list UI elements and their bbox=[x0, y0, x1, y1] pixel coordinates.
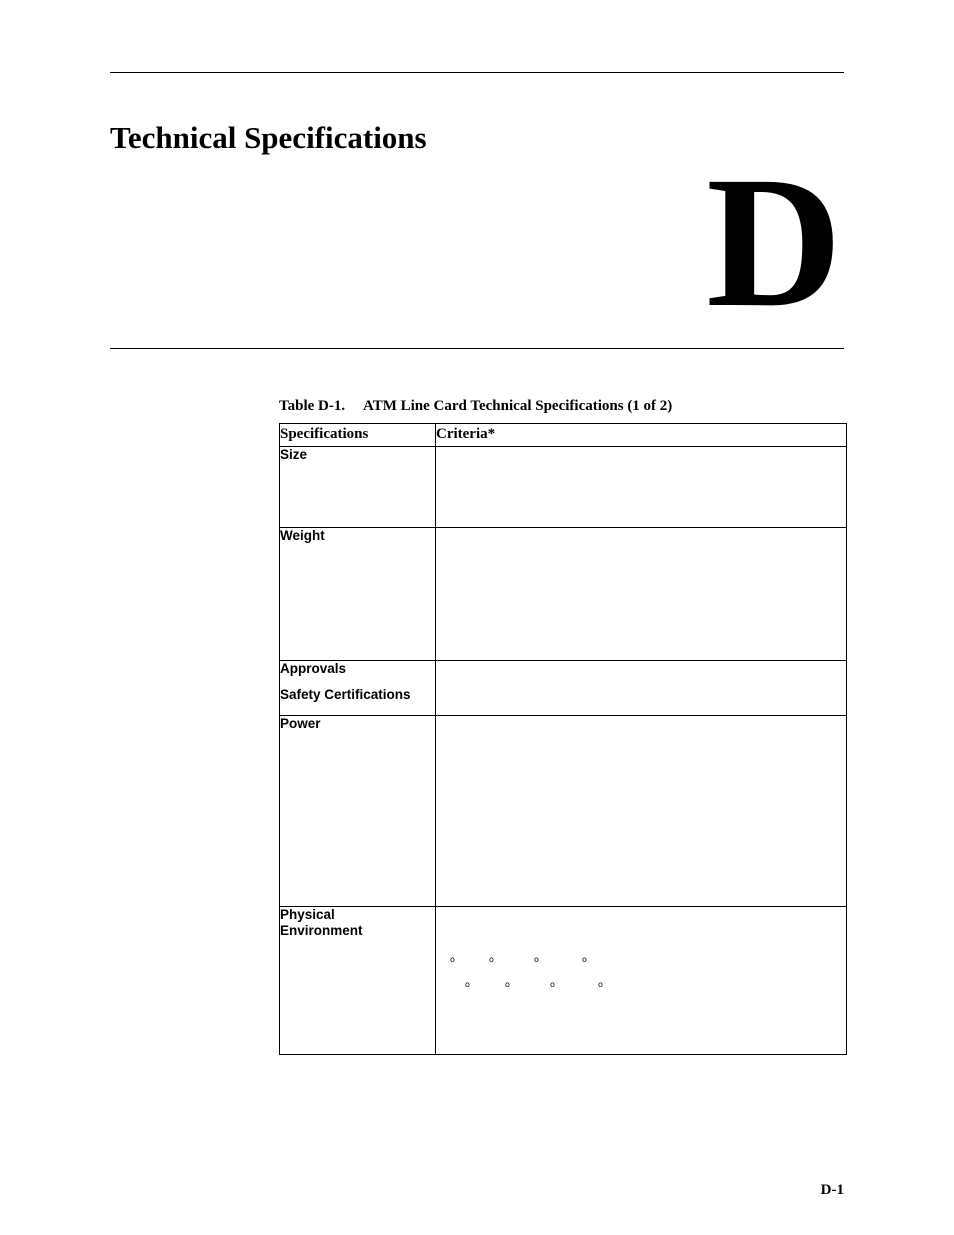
table-caption-text: ATM Line Card Technical Specifications (1 of 2) bbox=[363, 398, 673, 414]
row-criteria-weight bbox=[436, 528, 847, 661]
row-criteria-approvals bbox=[436, 661, 847, 716]
table-caption-number: Table D-1. bbox=[279, 398, 346, 414]
table-header-row bbox=[280, 424, 847, 447]
top-rule bbox=[110, 72, 844, 73]
table-row-approvals bbox=[280, 661, 847, 716]
degree-symbol: o bbox=[465, 980, 470, 989]
chapter-divider-rule bbox=[110, 348, 844, 349]
degree-symbol: o bbox=[598, 980, 603, 989]
table-row-weight bbox=[280, 528, 847, 661]
table-row-physical-environment bbox=[280, 907, 847, 1055]
degree-symbol: o bbox=[489, 955, 494, 964]
row-criteria-physical-environment bbox=[436, 907, 847, 1055]
approvals-label: Approvals bbox=[280, 661, 347, 676]
table-row-power bbox=[280, 716, 847, 907]
row-label-weight: Weight bbox=[280, 528, 436, 661]
spec-table bbox=[279, 423, 847, 1055]
row-label-size: Size bbox=[280, 447, 436, 528]
table-caption bbox=[279, 396, 672, 416]
row-label-power: Power bbox=[280, 716, 436, 907]
table-row-size bbox=[280, 447, 847, 528]
degree-symbol: o bbox=[582, 955, 587, 964]
row-criteria-power bbox=[436, 716, 847, 907]
page-number: D-1 bbox=[820, 1182, 844, 1198]
header-criteria: Criteria* bbox=[436, 424, 847, 447]
row-label-approvals bbox=[280, 661, 436, 716]
degree-symbol: o bbox=[534, 955, 539, 964]
degree-symbol: o bbox=[450, 955, 455, 964]
safety-certifications-label: Safety Certifications bbox=[280, 687, 411, 702]
chapter-letter: D bbox=[706, 137, 842, 346]
degree-symbol: o bbox=[550, 980, 555, 989]
header-specifications: Specifications bbox=[280, 424, 436, 447]
degree-symbol: o bbox=[505, 980, 510, 989]
row-label-physical-environment: Physical Environment bbox=[280, 907, 436, 1055]
row-criteria-size bbox=[436, 447, 847, 528]
chapter-title: Technical Specifications bbox=[110, 120, 427, 155]
